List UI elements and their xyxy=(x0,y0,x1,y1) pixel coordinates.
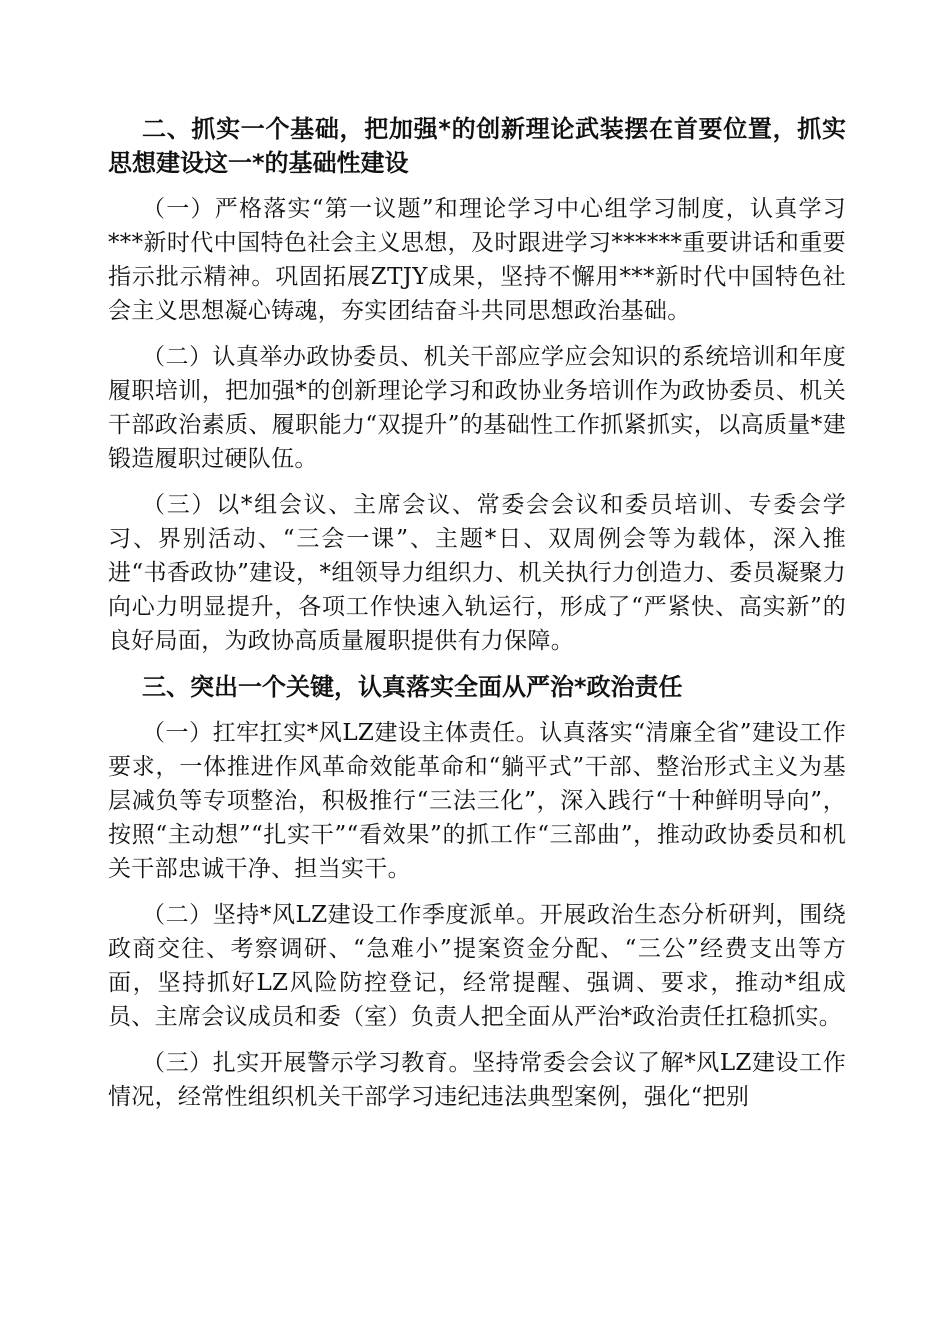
paragraph-3-2: （二）坚持*风LZ建设工作季度派单。开展政治生态分析研判，围绕政商交往、考察调研、“急难小”提案资金分配、“三公”经费支出等方面，坚持抓好LZ风险防控登记，经常提醒、强调、要求，推动*组成员、主席会议成员和委（室）负责人把全面从严治*政治责任扛稳抓实。 xyxy=(108,902,846,1030)
section-heading-2: 二、抓实一个基础，把加强*的创新理论武装摆在首要位置，抓实思想建设这一*的基础性建设 xyxy=(108,115,846,177)
paragraph-3-1: （一）扛牢扛实*风LZ建设主体责任。认真落实“清廉全省”建设工作要求，一体推进作风革命效能革命和“躺平式”干部、整治形式主义为基层减负等专项整治，积极推行“三法三化”，深入践行“十种鲜明导向”，按照“主动想”“扎实干”“看效果”的抓工作“三部曲”，推动政协委员和机关干部忠诚干净、担当实干。 xyxy=(108,720,846,882)
section-heading-3: 三、突出一个关键，认真落实全面从严治*政治责任 xyxy=(142,673,683,701)
document-page xyxy=(108,112,846,1126)
paragraph-2-1: （一）严格落实“第一议题”和理论学习中心组学习制度，认真学习***新时代中国特色社会主义思想，及时跟进学习******重要讲话和重要指示批示精神。巩固拓展ZTJY成果，坚持不懈用***新时代中国特色社会主义思想凝心铸魂，夯实团结奋斗共同思想政治基础。 xyxy=(108,196,846,324)
paragraph-2-3: （三）以*组会议、主席会议、常委会会议和委员培训、专委会学习、界别活动、“三会一课”、主题*日、双周例会等为载体，深入推进“书香政协”建设，*组领导力组织力、机关执行力创造力、委员凝聚力向心力明显提升，各项工作快速入轨运行，形成了“严紧快、高实新”的良好局面，为政协高质量履职提供有力保障。 xyxy=(108,492,846,654)
paragraph-3-3: （三）扎实开展警示学习教育。坚持常委会会议了解*风LZ建设工作情况，经常性组织机关干部学习违纪违法典型案例，强化“把别 xyxy=(108,1050,846,1110)
paragraph-2-2: （二）认真举办政协委员、机关干部应学应会知识的系统培训和年度履职培训，把加强*的创新理论学习和政协业务培训作为政协委员、机关干部政治素质、履职能力“双提升”的基础性工作抓紧抓实，以高质量*建锻造履职过硬队伍。 xyxy=(108,344,846,472)
